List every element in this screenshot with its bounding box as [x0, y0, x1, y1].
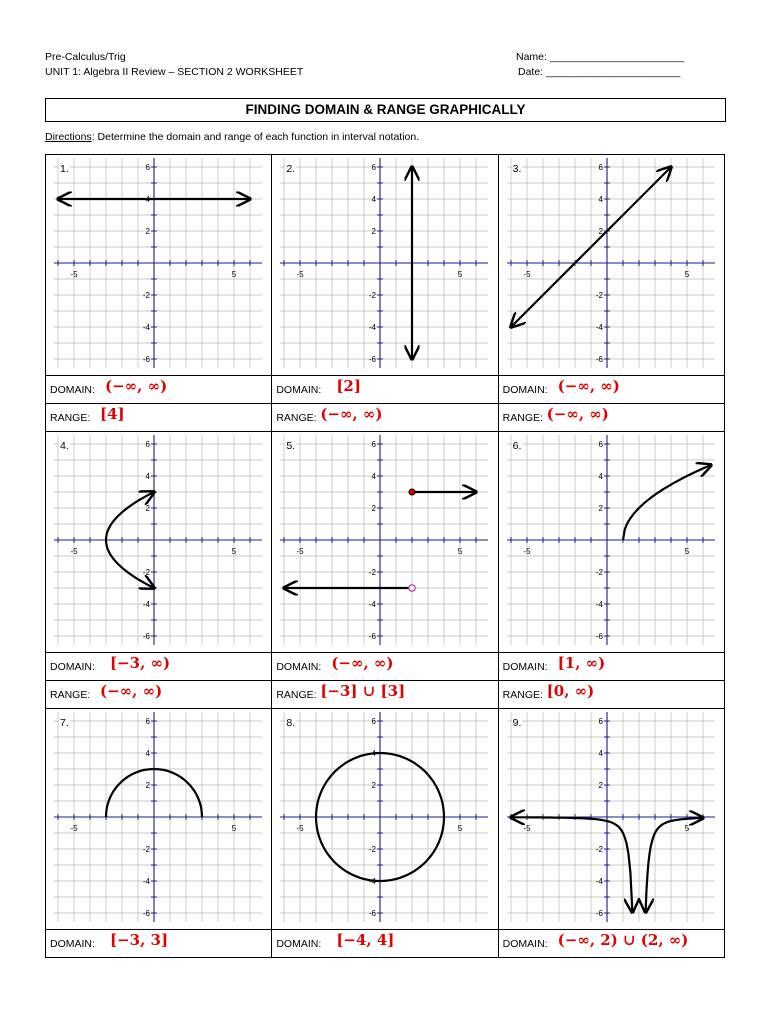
x-tick-label: 5 [684, 270, 689, 279]
range-cell-3: RANGE: (−∞, ∞) [498, 404, 724, 432]
y-tick-label: -4 [595, 323, 603, 332]
domain-answer: [−3, ∞) [110, 654, 171, 672]
x-tick-label: -5 [70, 824, 78, 833]
y-tick-label: -6 [595, 355, 603, 364]
y-tick-label: -6 [142, 355, 150, 364]
x-tick-label: 5 [231, 270, 237, 279]
range-answer: (−∞, ∞) [100, 682, 163, 700]
problem-number: 3. [512, 163, 522, 175]
domain-answer: [1, ∞) [557, 654, 606, 672]
domain-cell-5: DOMAIN: (−∞, ∞) [272, 653, 498, 681]
y-tick-label: 6 [371, 440, 377, 449]
y-tick-label: -6 [142, 909, 150, 918]
graph-cell-3 [498, 155, 724, 376]
y-tick-label: -6 [595, 909, 603, 918]
y-tick-label: 6 [371, 717, 377, 726]
y-tick-label: -2 [142, 845, 150, 854]
graph-9 [499, 709, 725, 929]
range-answer: [4] [100, 405, 125, 423]
y-tick-label: 4 [371, 195, 377, 204]
domain-answer: [−3, 3] [110, 931, 169, 949]
domain-answer: [−4, 4] [336, 931, 395, 949]
y-tick-label: 6 [145, 440, 150, 449]
y-tick-label: 6 [145, 163, 150, 172]
range-cell-2: RANGE: (−∞, ∞) [272, 404, 498, 432]
domain-answer: (−∞, ∞) [557, 377, 620, 395]
x-tick-label: -5 [523, 270, 531, 279]
range-cell-5: RANGE: [−3] ∪ [3] [272, 681, 498, 709]
domain-cell-1: DOMAIN: (−∞, ∞) [46, 376, 272, 404]
x-tick-label: 5 [458, 270, 463, 279]
x-tick-label: -5 [523, 547, 531, 556]
course-name: Pre-Calculus/Trig [45, 51, 126, 63]
domain-answer: (−∞, ∞) [331, 654, 394, 672]
x-tick-label: -5 [523, 824, 531, 833]
y-tick-label: 6 [598, 717, 603, 726]
graph-cell-9 [498, 709, 724, 930]
y-tick-label: -2 [142, 568, 150, 577]
y-tick-label: 2 [598, 227, 603, 236]
y-tick-label: -2 [369, 568, 377, 577]
problem-number: 5. [286, 440, 296, 452]
y-tick-label: 4 [145, 195, 150, 204]
date-blank[interactable]: _______________________ [546, 66, 681, 78]
graph-cell-1 [46, 155, 272, 376]
y-tick-label: -6 [595, 632, 603, 641]
y-tick-label: 4 [145, 472, 150, 481]
graph-cell-4 [46, 432, 272, 653]
y-tick-label: -6 [142, 632, 150, 641]
x-tick-label: -5 [296, 824, 304, 833]
graph-cell-2 [272, 155, 498, 376]
y-tick-label: 2 [598, 504, 603, 513]
graph-cell-7 [46, 709, 272, 930]
graph-2 [272, 155, 498, 375]
range-answer: [0, ∞) [546, 682, 595, 700]
y-tick-label: -4 [595, 877, 603, 886]
open-point [409, 585, 415, 591]
graph-8 [272, 709, 498, 929]
x-tick-label: -5 [296, 270, 304, 279]
directions: Directions: Determine the domain and range of each function in interval notation. [45, 131, 420, 143]
y-tick-label: -4 [595, 600, 603, 609]
domain-cell-4: DOMAIN: [−3, ∞) [46, 653, 272, 681]
y-tick-label: 2 [371, 781, 377, 790]
domain-answer: (−∞, 2) ∪ (2, ∞) [557, 931, 689, 949]
y-tick-label: 2 [371, 504, 377, 513]
worksheet-title: FINDING DOMAIN & RANGE GRAPHICALLY [45, 98, 726, 122]
domain-answer: [2] [336, 377, 361, 395]
y-tick-label: 4 [598, 749, 603, 758]
y-tick-label: -2 [595, 568, 603, 577]
range-cell-1: RANGE: [4] [46, 404, 272, 432]
problem-number: 4. [60, 440, 69, 452]
x-tick-label: 5 [458, 824, 463, 833]
graph-3 [499, 155, 725, 375]
problem-number: 8. [286, 717, 296, 729]
graph-4 [46, 432, 272, 652]
y-tick-label: -4 [369, 877, 377, 886]
y-tick-label: -4 [142, 323, 150, 332]
graph-5 [272, 432, 498, 652]
range-answer: [−3] ∪ [3] [320, 682, 406, 700]
y-tick-label: -6 [369, 355, 377, 364]
closed-point [409, 489, 415, 495]
x-tick-label: 5 [231, 547, 237, 556]
name-label: Name: _______________________ [516, 51, 685, 63]
y-tick-label: -2 [595, 845, 603, 854]
graph-6 [499, 432, 725, 652]
y-tick-label: 4 [371, 472, 377, 481]
y-tick-label: 4 [598, 472, 603, 481]
x-tick-label: 5 [231, 824, 237, 833]
y-tick-label: 6 [598, 440, 603, 449]
domain-cell-7: DOMAIN: [−3, 3] [46, 930, 272, 958]
y-tick-label: -2 [369, 845, 377, 854]
y-tick-label: 2 [145, 781, 150, 790]
y-tick-label: -4 [369, 600, 377, 609]
unit-title: UNIT 1: Algebra II Review – SECTION 2 WORKSHEET [45, 66, 304, 78]
y-tick-label: -4 [142, 877, 150, 886]
x-tick-label: 5 [684, 547, 689, 556]
domain-cell-8: DOMAIN: [−4, 4] [272, 930, 498, 958]
y-tick-label: 2 [371, 227, 377, 236]
range-answer: (−∞, ∞) [320, 405, 383, 423]
graph-7 [46, 709, 272, 929]
graph-cell-8 [272, 709, 498, 930]
y-tick-label: 2 [145, 504, 150, 513]
domain-cell-6: DOMAIN: [1, ∞) [498, 653, 724, 681]
range-answer: (−∞, ∞) [546, 405, 609, 423]
problem-number: 1. [60, 163, 69, 175]
graph-cell-6 [498, 432, 724, 653]
problem-number: 7. [60, 717, 69, 729]
x-tick-label: -5 [70, 547, 78, 556]
y-tick-label: -2 [142, 291, 150, 300]
x-tick-label: -5 [296, 547, 304, 556]
problem-grid [45, 154, 725, 958]
graph-cell-5 [272, 432, 498, 653]
date-label: Date: _______________________ [518, 66, 681, 78]
y-tick-label: 6 [598, 163, 603, 172]
y-tick-label: -4 [142, 600, 150, 609]
y-tick-label: 6 [145, 717, 150, 726]
x-tick-label: 5 [458, 547, 463, 556]
y-tick-label: 4 [598, 195, 603, 204]
y-tick-label: 4 [145, 749, 150, 758]
graph-1 [46, 155, 272, 375]
problem-number: 9. [512, 717, 522, 729]
y-tick-label: -4 [369, 323, 377, 332]
y-tick-label: 2 [598, 781, 603, 790]
y-tick-label: -6 [369, 909, 377, 918]
name-blank[interactable]: _______________________ [549, 51, 685, 63]
range-cell-4: RANGE: (−∞, ∞) [46, 681, 272, 709]
y-tick-label: -2 [369, 291, 377, 300]
domain-cell-9: DOMAIN: (−∞, 2) ∪ (2, ∞) [498, 930, 724, 958]
y-tick-label: -6 [369, 632, 377, 641]
y-tick-label: 4 [371, 749, 377, 758]
x-tick-label: -5 [70, 270, 78, 279]
range-cell-6: RANGE: [0, ∞) [498, 681, 724, 709]
domain-cell-3: DOMAIN: (−∞, ∞) [498, 376, 724, 404]
y-tick-label: 2 [145, 227, 150, 236]
x-tick-label: 5 [684, 824, 689, 833]
y-tick-label: -2 [595, 291, 603, 300]
problem-number: 2. [286, 163, 296, 175]
domain-cell-2: DOMAIN: [2] [272, 376, 498, 404]
y-tick-label: 6 [371, 163, 377, 172]
domain-answer: (−∞, ∞) [105, 377, 168, 395]
problem-number: 6. [512, 440, 522, 452]
